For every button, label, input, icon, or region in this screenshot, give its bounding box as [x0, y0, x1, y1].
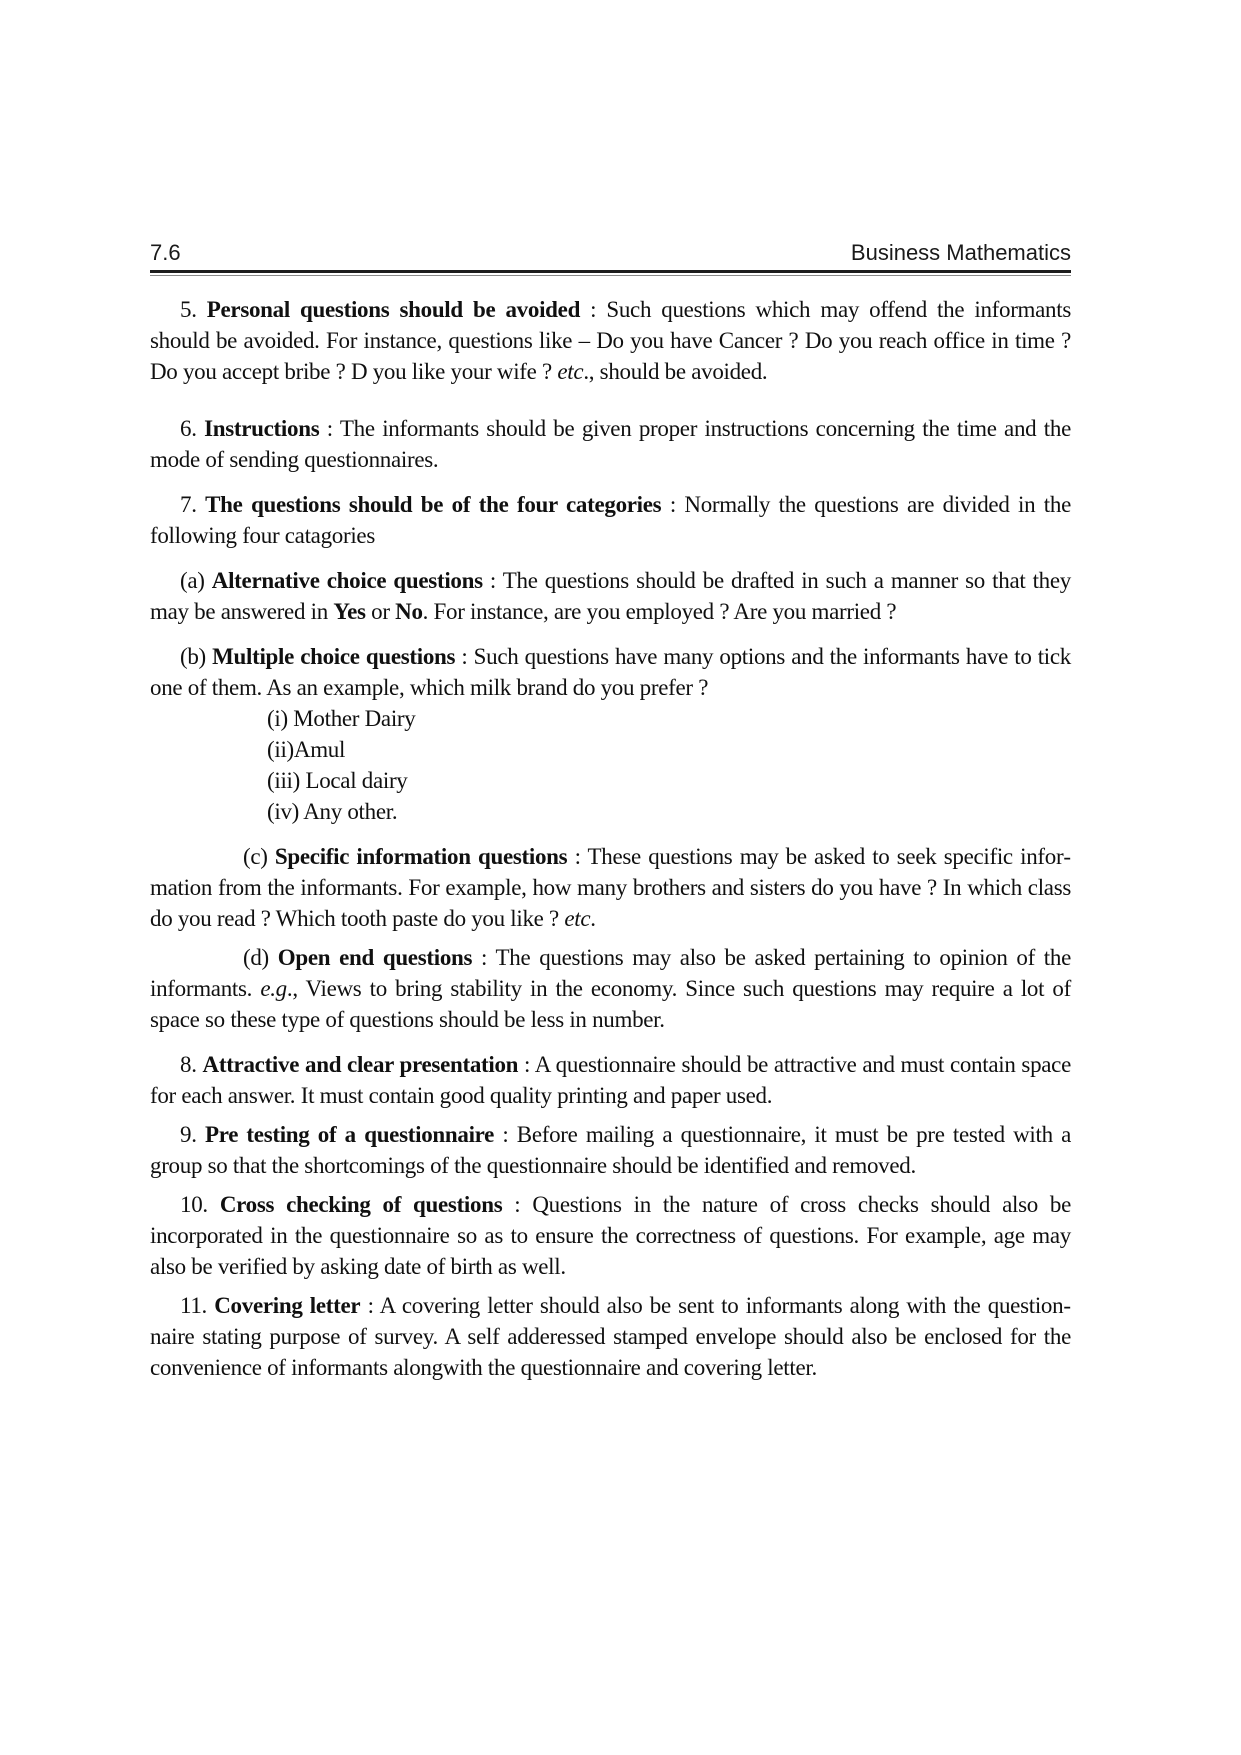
paragraph [150, 942, 1071, 1035]
document-body [150, 294, 1071, 1383]
paragraph [150, 489, 1071, 551]
text-run: Instructions [204, 416, 320, 441]
page-header [150, 238, 1071, 268]
text-run: : Questions in the nature of cross checks should also be incorporated in the questionnaire so as to ensure the correctness of questions. For example, age may also be verified by asking date of birth as well. [150, 1192, 1071, 1279]
text-run: (b) [180, 644, 213, 669]
text-run: : A questionnaire should be attractive and must contain space for each answer. It must contain good quality printing and paper used. [150, 1052, 1071, 1108]
paragraph [150, 641, 1071, 703]
text-run: : A covering letter should also be sent to informants along with the questionnaire stating purpose of survey. A self adderessed stamped envelope should also be enclosed for the convenience of informants alongwith the questionnaire and covering letter. [150, 1293, 1071, 1380]
text-run: : These questions may be asked to seek specific information from the informants. For example, how many brothers and sisters do you have ? In which class do you read ? Which tooth paste do you like ? [150, 844, 1071, 931]
text-run: . For instance, are you employed ? Are you married ? [422, 599, 897, 624]
text-run: . [590, 906, 596, 931]
text-run: e.g [260, 976, 287, 1001]
text-run: : Normally the questions are divided in the following four catagories [150, 492, 1071, 548]
paragraph [150, 1119, 1071, 1181]
header-rule [150, 270, 1071, 276]
paragraph [150, 413, 1071, 475]
text-run: Attractive and clear presentation [202, 1052, 519, 1077]
text-run: Alternative choice questions [211, 568, 483, 593]
text-run: 8. [180, 1052, 203, 1077]
text-run: Cross checking of questions [219, 1192, 503, 1217]
text-run: 7. [180, 492, 206, 517]
paragraph [150, 1290, 1071, 1383]
text-run: ., should be avoided. [583, 359, 768, 384]
text-run: : The informants should be given proper instructions concerning the time and the mode of sending questionnaires. [150, 416, 1071, 472]
text-run: Covering letter [214, 1293, 361, 1318]
text-run: 11. [180, 1293, 215, 1318]
text-run: etc [557, 359, 584, 384]
text-run: or [365, 599, 396, 624]
text-run: : The questions may also be asked pertaining to opinion of the informants. [150, 945, 1072, 1001]
text-run: 6. [180, 416, 205, 441]
paragraph [150, 1049, 1071, 1111]
paragraph [150, 1189, 1071, 1282]
list-item: (i) Mother Dairy [267, 706, 416, 731]
text-run: : Such questions have many options and the informants have to tick one of them. As an example, which milk brand do you prefer ? [150, 644, 1071, 700]
text-run: No [395, 599, 423, 624]
text-run: Specific information questions [274, 844, 568, 869]
text-run: ., Views to bring stability in the economy. Since such questions may require a lot of space so these type of questions should be less in number. [150, 976, 1071, 1032]
text-run: 5. [180, 297, 207, 322]
text-run: (c) [243, 844, 275, 869]
paragraph [150, 565, 1071, 627]
list-item: (iv) Any other. [267, 799, 398, 824]
text-run: Pre testing of a questionnaire [204, 1122, 495, 1147]
text-run: Personal questions should be avoided [206, 297, 581, 322]
text-run: The questions should be of the four categories [205, 492, 662, 517]
page-content [150, 238, 1071, 1383]
text-run: (a) [180, 568, 212, 593]
text-run: Multiple choice questions [212, 644, 456, 669]
paragraph [150, 841, 1071, 934]
text-run: : Such questions which may offend the informants should be avoided. For instance, questions like – Do you have Cancer ? Do you reach office in time ? Do you accept bribe ? D you like your wife ? [150, 297, 1071, 384]
text-run: 9. [180, 1122, 205, 1147]
text-run: (d) [243, 945, 278, 970]
list-item: (iii) Local dairy [267, 768, 408, 793]
running-title: Business Mathematics [850, 240, 1071, 265]
list-item: (ii)Amul [267, 737, 346, 762]
text-run: etc [564, 906, 591, 931]
text-run: Open end questions [277, 945, 473, 970]
paragraph [150, 294, 1071, 387]
text-run: 10. [180, 1192, 220, 1217]
text-run: Yes [333, 599, 366, 624]
text-run: : The questions should be drafted in such a manner so that they may be answered in [150, 568, 1071, 624]
text-run: : Before mailing a questionnaire, it must be pre tested with a group so that the shortcomings of the questionnaire should be identified and removed. [150, 1122, 1071, 1178]
page-number: 7.6 [150, 240, 181, 265]
